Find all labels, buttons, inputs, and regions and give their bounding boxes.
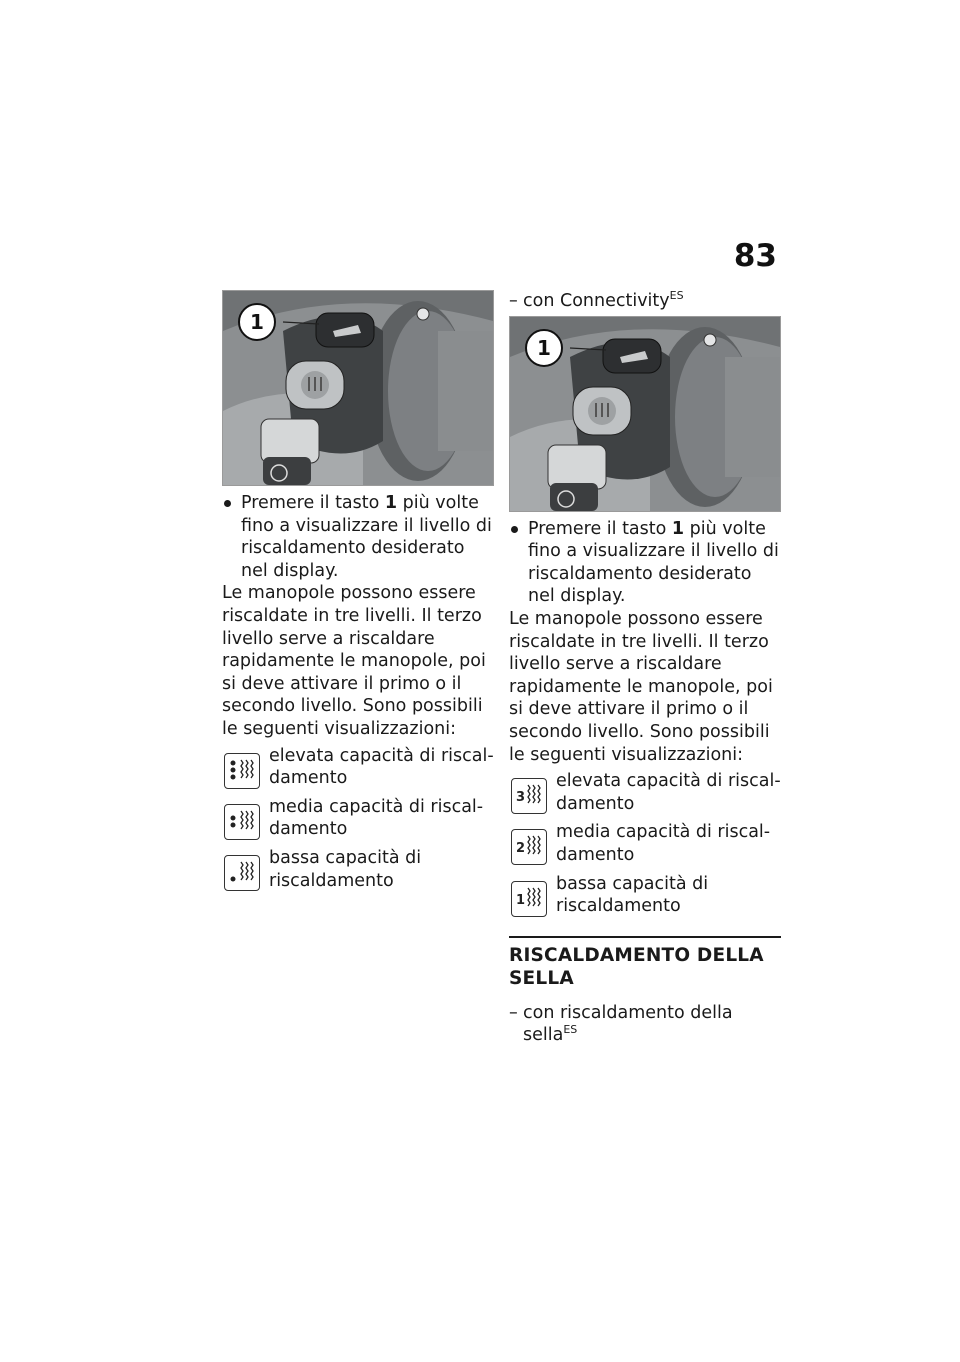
- callout-number: 1: [537, 335, 551, 360]
- section-heading: RISCALDAMENTO DELLA SELLA: [509, 944, 764, 989]
- grip-heat-level-2-icon: [224, 804, 260, 840]
- heating-level-2-label: media capacità di riscaldamento: [269, 796, 484, 840]
- seat-variant-sup: ES: [563, 1023, 578, 1037]
- instruction-text: Premere il tasto 1 più volte fino a visualizzare il livello di riscaldamento desiderato nel display.: [528, 518, 779, 607]
- heating-level-1-row: [509, 873, 781, 918]
- grip-heat-level-3-icon: [224, 753, 260, 789]
- info-paragraph: Le manopole possono essere riscaldate in tre livelli. Il terzo livello serve a riscaldare rapidamente le manopole, poi si deve attivare il primo o il secondo livello. Sono possibili le seguenti visualizzazioni:: [222, 583, 486, 739]
- handlebar-switch-photo-connectivity: [509, 316, 781, 512]
- heating-level-3-row: [222, 745, 494, 790]
- grip-heat-level-2-icon: [511, 829, 547, 865]
- instruction-text: Premere il tasto 1 più volte fino a visualizzare il livello di riscaldamento desiderato nel display.: [241, 493, 492, 581]
- grip-heat-level-3-icon: [511, 778, 547, 814]
- info-paragraph: Le manopole possono essere riscaldate in tre livelli. Il terzo livello serve a riscaldare rapidamente le manopole, poi si deve attivare il primo o il secondo livello. Sono possibili le seguenti visualizzazioni:: [509, 608, 773, 765]
- grip-heat-level-1-icon: [224, 855, 260, 891]
- variant-text: con Connectivity: [523, 291, 670, 311]
- level-number: 1: [516, 892, 526, 908]
- page-number: 83: [733, 238, 777, 274]
- heating-level-2-label: media capacità di riscaldamento: [556, 822, 771, 865]
- instruction-bullet: [509, 518, 781, 608]
- heating-level-1-label: bassa capacità di riscaldamento: [556, 873, 709, 917]
- left-column: [222, 290, 494, 892]
- heating-level-2-row: [509, 821, 781, 866]
- variant-sup: ES: [669, 289, 684, 302]
- level-number: 2: [516, 841, 526, 857]
- callout-number: 1: [250, 310, 264, 334]
- heating-level-3-row: [509, 770, 781, 815]
- level-number: 3: [516, 790, 526, 806]
- seat-variant-text: con riscaldamento della sella: [523, 1002, 733, 1046]
- heating-level-1-label: bassa capacità di riscaldamento: [269, 847, 422, 891]
- heating-level-2-row: [222, 796, 494, 841]
- heating-level-3-label: elevata capacità di riscaldamento: [556, 771, 781, 814]
- handlebar-switch-photo: [222, 290, 494, 486]
- section-divider: [509, 936, 781, 938]
- heating-level-3-label: elevata capacità di riscaldamento: [269, 745, 494, 789]
- seat-variant-note: [509, 1002, 781, 1047]
- variant-note: [509, 290, 781, 313]
- grip-heat-level-1-icon: [511, 881, 547, 917]
- heating-level-1-row: [222, 847, 494, 892]
- instruction-bullet: [222, 492, 494, 582]
- right-column: [509, 290, 781, 1047]
